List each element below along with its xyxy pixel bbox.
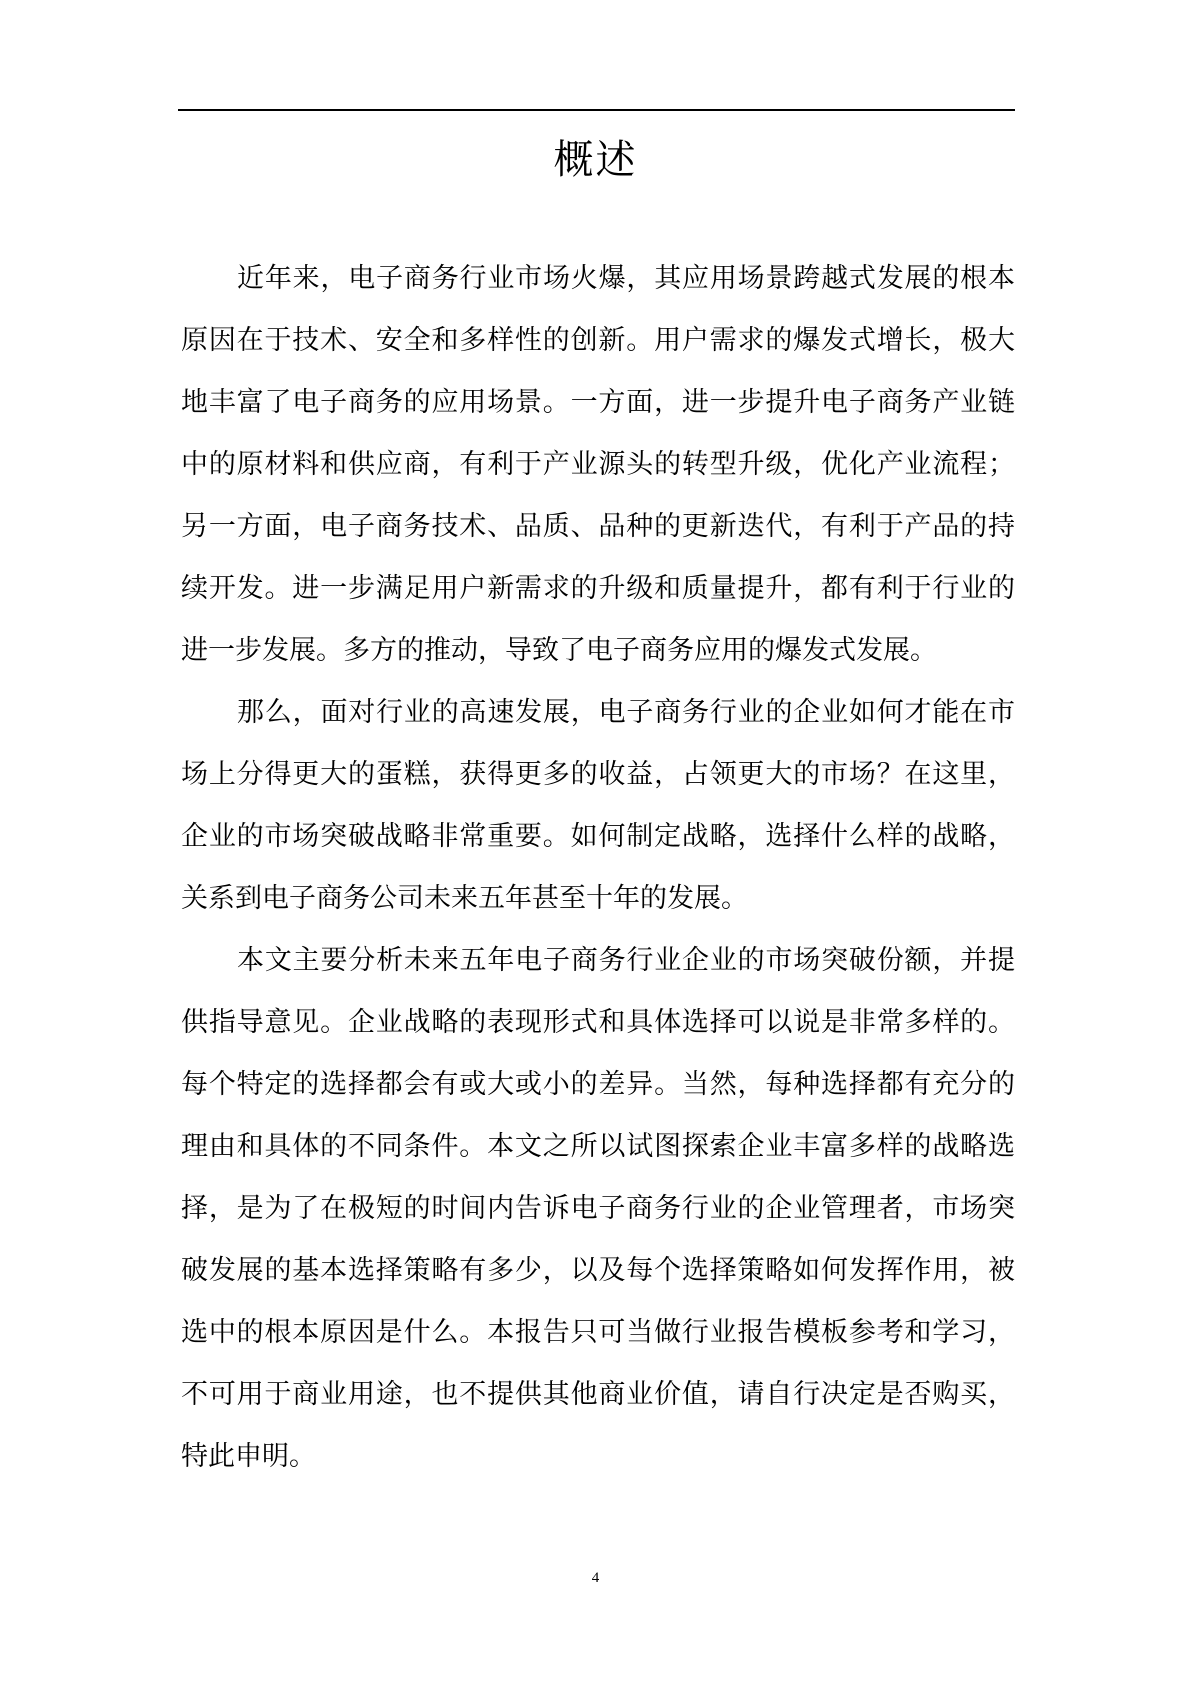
paragraph-2: 那么，面对行业的高速发展，电子商务行业的企业如何才能在市场上分得更大的蛋糕，获得更多的收益，占领更大的市场？在这里，企业的市场突破战略非常重要。如何制定战略，选择什么样的战略，关系到电子商务公司未来五年甚至十年的发展。 [181, 697, 1015, 914]
page-number: 4 [591, 1570, 600, 1586]
paragraph-1: 近年来，电子商务行业市场火爆，其应用场景跨越式发展的根本原因在于技术、安全和多样性的创新。用户需求的爆发式增长，极大地丰富了电子商务的应用场景。一方面，进一步提升电子商务产业链中的原材料和供应商，有利于产业源头的转型升级，优化产业流程；另一方面，电子商务技术、品质、品种的更新迭代，有利于产品的持续开发。进一步满足用户新需求的升级和质量提升，都有利于行业的进一步发展。多方的推动，导致了电子商务应用的爆发式发展。 [181, 263, 1015, 666]
document-body [181, 248, 1015, 1488]
header-rule [178, 109, 1015, 111]
page-title: 概述 [553, 137, 638, 183]
paragraph-3: 本文主要分析未来五年电子商务行业企业的市场突破份额，并提供指导意见。企业战略的表现形式和具体选择可以说是非常多样的。每个特定的选择都会有或大或小的差异。当然，每种选择都有充分的理由和具体的不同条件。本文之所以试图探索企业丰富多样的战略选择，是为了在极短的时间内告诉电子商务行业的企业管理者，市场突破发展的基本选择策略有多少，以及每个选择策略如何发挥作用，被选中的根本原因是什么。本报告只可当做行业报告模板参考和学习，不可用于商业用途，也不提供其他商业价值，请自行决定是否购买，特此申明。 [181, 945, 1015, 1472]
